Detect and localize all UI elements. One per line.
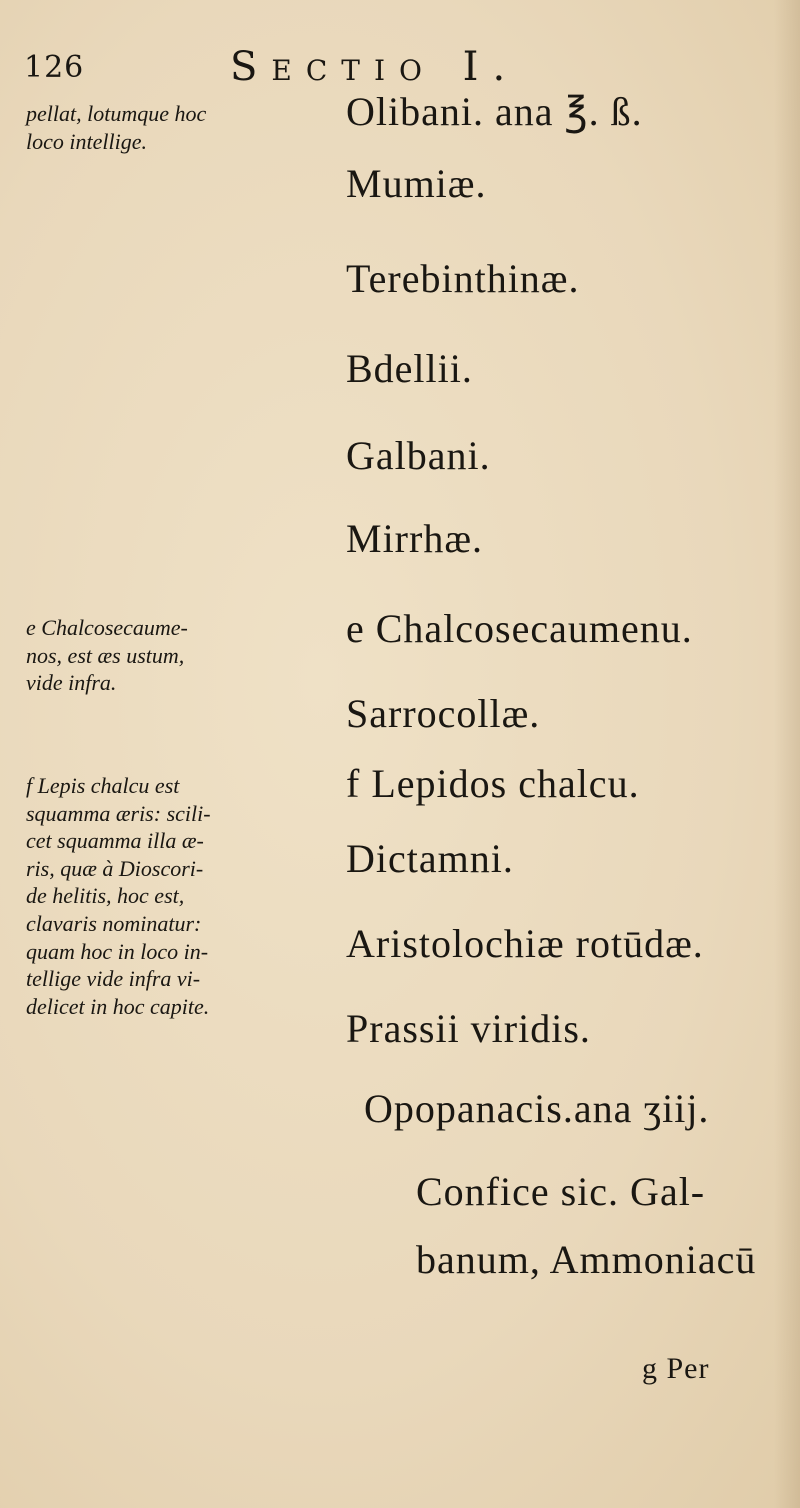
main-text-column [346, 0, 786, 1508]
main-line: banum, Ammoniacū [416, 1237, 757, 1282]
margin-line: quam hoc in loco in- [26, 938, 209, 964]
margin-line: ris, quæ à Dioscori- [26, 855, 204, 881]
margin-note-top [26, 100, 346, 155]
catchword: g Per [642, 1352, 710, 1385]
margin-line: nos, est æs ustum, [26, 642, 185, 668]
main-line: Mirrhæ. [346, 516, 483, 561]
margin-line: de helitis, hoc est, [26, 883, 185, 909]
margin-line: delicet in hoc capite. [26, 993, 210, 1019]
main-line: Aristolochiæ rotūdæ. [346, 921, 704, 966]
margin-note-e [26, 614, 346, 697]
margin-line: clavaris nominatur: [26, 910, 202, 936]
page-number: 126 [24, 50, 85, 85]
main-line: Bdellii. [346, 346, 473, 391]
main-line: Terebinthinæ. [346, 256, 580, 301]
main-line: Galbani. [346, 433, 491, 478]
margin-line: e Chalcosecaume- [26, 615, 188, 640]
main-line: Olibani. ana ℥. ß. [346, 89, 643, 134]
main-line: Mumiæ. [346, 161, 487, 206]
margin-line: loco intellige. [26, 128, 147, 154]
margin-line: f Lepis chalcu est [26, 773, 180, 798]
main-line: e Chalcosecaumenu. [346, 606, 693, 651]
margin-line: squamma æris: scili- [26, 800, 211, 826]
margin-line: pellat, lotumque hoc [26, 101, 207, 126]
main-line: Dictamni. [346, 836, 514, 881]
main-line: Opopanacis.ana ʒiij. [364, 1086, 710, 1131]
section-title: Sectio I. [230, 44, 520, 90]
main-line: Sarrocollæ. [346, 691, 541, 736]
margin-line: cet squamma illa æ- [26, 828, 204, 854]
main-line: Prassii viridis. [346, 1006, 591, 1051]
margin-line: tellige vide infra vi- [26, 966, 201, 992]
margin-note-f [26, 772, 346, 1020]
main-line: f Lepidos chalcu. [346, 761, 640, 806]
margin-line: vide infra. [26, 670, 117, 696]
main-line: Confice sic. Gal- [416, 1169, 706, 1214]
